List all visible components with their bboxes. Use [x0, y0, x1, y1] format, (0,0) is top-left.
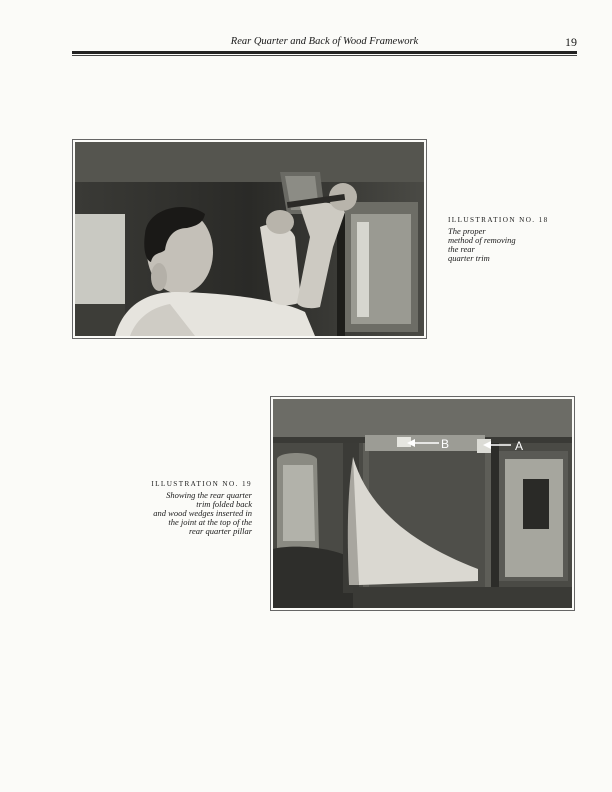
running-title: Rear Quarter and Back of Wood Framework [230, 36, 419, 47]
illustration-18-photo [72, 139, 427, 339]
caption-line: the joint at the top of the [168, 517, 252, 527]
caption-line: rear quarter pillar [189, 526, 252, 536]
caption-title: ILLUSTRATION NO. 18 [448, 216, 549, 224]
caption-line: the rear [448, 244, 475, 254]
illustration-19-image [273, 399, 572, 608]
caption-line: quarter trim [448, 253, 490, 263]
caption-line: trim folded back [196, 499, 252, 509]
header-rule-thin [72, 55, 577, 56]
illustration-19-photo [270, 396, 575, 611]
caption-title: ILLUSTRATION NO. 19 [151, 480, 252, 488]
illustration-18-caption [448, 216, 568, 263]
caption-line: The proper [448, 226, 486, 236]
page-number: 19 [565, 35, 577, 49]
caption-line: and wood wedges inserted in [153, 508, 252, 518]
label-b: B [441, 437, 450, 451]
caption-line: Showing the rear quarter [166, 490, 252, 500]
label-a: A [515, 439, 524, 453]
header-rule-thick [72, 51, 577, 54]
illustration-18-image [75, 142, 424, 336]
caption-line: method of removing [448, 235, 516, 245]
illustration-19-caption [120, 480, 252, 536]
